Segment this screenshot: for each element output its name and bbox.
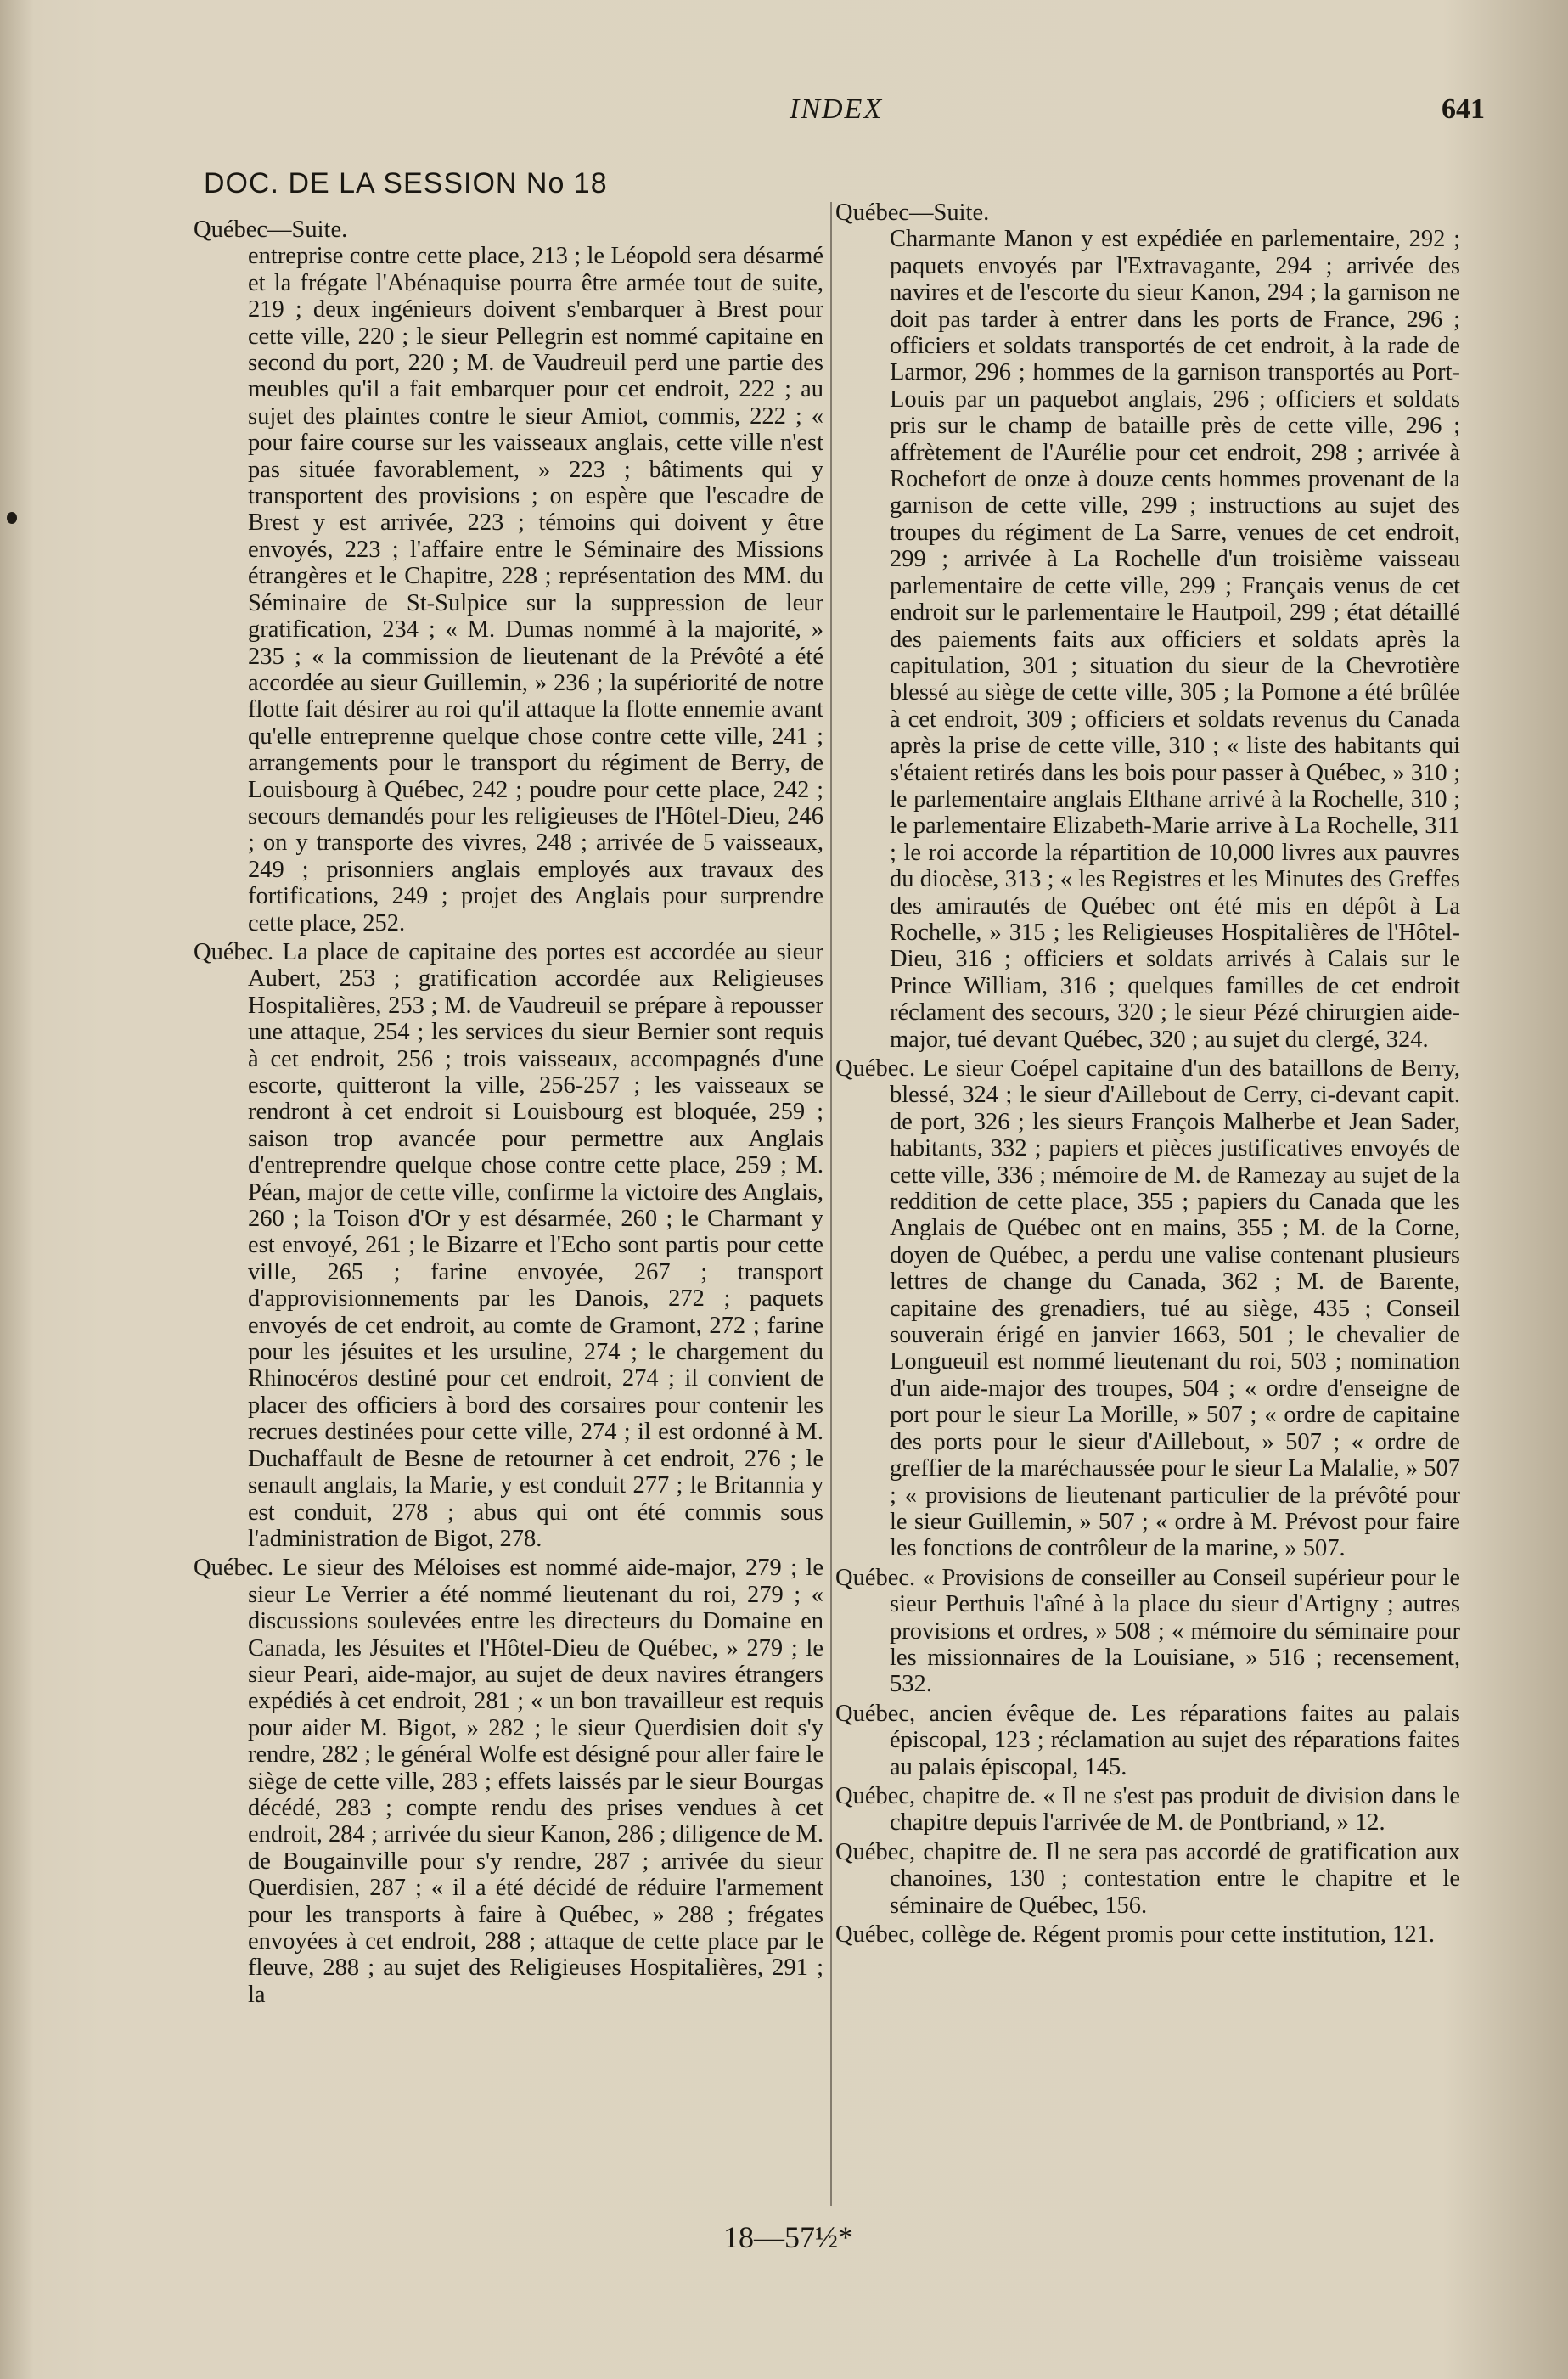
running-head: INDEX bbox=[790, 93, 884, 125]
index-entry: Québec, ancien évêque de. Les réparations faites au palais épiscopal, 123 ; réclamation au sujet des réparations faites au palais épiscopal, 145. bbox=[835, 1700, 1460, 1780]
printer-signature: 18—57½* bbox=[723, 2220, 853, 2254]
index-entry: Québec. Le sieur des Méloises est nommé aide-major, 279 ; le sieur Le Verrier a été nommé lieutenant du roi, 279 ; « discussions soulevées entre les directeurs du Domaine en Canada, les Jésuites et l'Hôtel-Dieu de Québec, » 279 ; le sieur Peari, aide-major, au sujet de deux navires étrangers expédiés à cet endroit, 281 ; « un bon travailleur est requis pour aider M. Bigot, » 282 ; le sieur Querdisien doit s'y rendre, 282 ; le général Wolfe est désigné pour aller faire le siège de cette ville, 283 ; effets laissés par le sieur Bourgas décédé, 283 ; compte rendu des prises vendues à cet endroit, 284 ; arrivée du sieur Kanon, 286 ; diligence de M. de Bougainville pour s'y rendre, 287 ; arrivée du sieur Querdisien, 287 ; « il a été décidé de réduire l'armement pour les transports à faire à Québec, » 288 ; frégates envoyées à cet endroit, 288 ; attaque de cette place par le fleuve, 288 ; au sujet des Religieuses Hospitalières, 291 ; la bbox=[194, 1555, 823, 2008]
index-entry: Québec. Le sieur Coépel capitaine d'un des bataillons de Berry, blessé, 324 ; le sieur d'Aillebout de Cerry, ci-devant capit. de port, 326 ; les sieurs François Malherbe et Jean Sader, habitants, 332 ; papiers et pièces justificatives envoyés de cette ville, 336 ; mémoire de M. de Ramezay au sujet de la reddition de cette place, 355 ; papiers du Canada que les Anglais de Québec ont en mains, 355 ; M. de la Corne, doyen de Québec, a perdu une valise contenant plusieurs lettres de change du Canada, 362 ; M. de Barente, capitaine des grenadiers, tué au siège, 435 ; Conseil souverain érigé en janvier 1663, 501 ; le chevalier de Longueuil est nommé lieutenant du roi, 503 ; nomination d'un aide-major des troupes, 504 ; « ordre d'enseigne de port pour le sieur La Morille, » 507 ; « ordre de capitaine des ports pour le sieur d'Aillebout, » 507 ; « ordre de greffier de la maréchaussée pour le sieur La Malalie, » 507 ; « provisions de lieutenant particulier de la prévôté pour le sieur Guillemin, » 507 ; « ordre à M. Prévost pour faire les fonctions de contrôleur de la marine, » 507. bbox=[835, 1055, 1460, 1562]
column-divider bbox=[830, 202, 832, 2206]
index-entry: Québec, chapitre de. Il ne sera pas accordé de gratification aux chanoines, 130 ; contestation entre le chapitre et le séminaire de Québec, 156. bbox=[835, 1838, 1460, 1919]
index-entry: Charmante Manon y est expédiée en parlementaire, 292 ; paquets envoyés par l'Extravagante, 294 ; arrivée des navires et de l'escorte du sieur Kanon, 294 ; la garnison ne doit pas tarder à entrer dans les ports de France, 296 ; officiers et soldats transportés de cet endroit, à la rade de Larmor, 296 ; hommes de la garnison transportés au Port-Louis par un paquebot anglais, 296 ; officiers et soldats pris sur le champ de bataille près de cette ville, 296 ; affrètement de l'Aurélie pour cet endroit, 298 ; arrivée à Rochefort de onze à douze cents hommes provenant de la garnison de cette ville, 299 ; instructions au sujet des troupes du régiment de La Sarre, venues de cet endroit, 299 ; arrivée à La Rochelle d'un troisième vaisseau parlementaire de cette ville, 299 ; Français venus de cet endroit sur le parlementaire le Hautpoil, 299 ; état détaillé des paiements faits aux officiers et soldats après la capitulation, 301 ; situation du sieur de la Chevrotière blessé au siège de cette ville, 305 ; la Pomone a été brûlée à cet endroit, 309 ; officiers et soldats revenus du Canada après la prise de cette ville, 310 ; « liste des habitants qui s'étaient retirés dans les bois pour passer à Québec, » 310 ; le parlementaire anglais Elthane arrivé à la Rochelle, 310 ; le parlementaire Elizabeth-Marie arrive à La Rochelle, 311 ; le roi accorde la répartition de 10,000 livres aux pauvres du diocèse, 313 ; « les Registres et les Minutes des Greffes des amirautés de Québec ont été mis en dépôt à La Rochelle, » 315 ; les Religieuses Hospitalières de l'Hôtel-Dieu, 316 ; officiers et soldats arrivés à Calais sur le Prince William, 316 ; quelques familles de cet endroit réclament des secours, 320 ; le sieur Pézé chirurgien aide-major, tué devant Québec, 320 ; au sujet du clergé, 324. bbox=[890, 226, 1460, 1053]
ink-spot bbox=[7, 512, 17, 524]
left-column bbox=[194, 217, 823, 2011]
continuation-heading: Québec—Suite. bbox=[194, 217, 348, 243]
page-number: 641 bbox=[1442, 93, 1485, 125]
right-column bbox=[835, 200, 1460, 1950]
index-entry: Québec. « Provisions de conseiller au Conseil supérieur pour le sieur Perthuis l'aîné à la place du sieur d'Artigny ; autres provisions et ordres, » 508 ; « mémoire du séminaire pour les missionnaires de la Louisiane, » 516 ; recensement, 532. bbox=[835, 1564, 1460, 1698]
continuation-heading: Québec—Suite. bbox=[835, 200, 990, 226]
index-entry: entreprise contre cette place, 213 ; le Léopold sera désarmé et la frégate l'Abénaquise pourra être armée tout de suite, 219 ; deux ingénieurs doivent s'embarquer à Brest pour cette ville, 220 ; le sieur Pellegrin est nommé capitaine en second du port, 220 ; M. de Vaudreuil perd une partie des meubles qu'il a fait embarquer pour cet endroit, 222 ; au sujet des plaintes contre le sieur Amiot, commis, 222 ; « pour faire course sur les vaisseaux anglais, cette ville n'est pas située favorablement, » 223 ; bâtiments qui y transportent des provisions ; on espère que l'escadre de Brest y est arrivée, 223 ; témoins qui doivent y être envoyés, 223 ; l'affaire entre le Séminaire des Missions étrangères et le Chapitre, 228 ; représentation des MM. du Séminaire de St-Sulpice sur la suppression de leur gratification, 234 ; « M. Dumas nommé à la majorité, » 235 ; « la commission de lieutenant de la Prévôté a été accordée au sieur Guillemin, » 236 ; la supériorité de notre flotte fait désirer au roi qu'il attaque la flotte ennemie avant qu'elle entreprenne quelque chose contre cette ville, 241 ; arrangements pour le transport du régiment de Berry, de Louisbourg à Québec, 242 ; poudre pour cette place, 242 ; secours demandés pour les religieuses de l'Hôtel-Dieu, 246 ; on y transporte des vivres, 248 ; arrivée de 5 vaisseaux, 249 ; prisonniers anglais employés aux travaux des fortifications, 249 ; projet des Anglais pour surprendre cette place, 252. bbox=[248, 243, 823, 936]
index-entry: Québec, chapitre de. « Il ne s'est pas produit de division dans le chapitre depuis l'arrivée de M. de Pontbriand, » 12. bbox=[835, 1782, 1460, 1836]
session-title: DOC. DE LA SESSION No 18 bbox=[204, 167, 608, 200]
index-entry: Québec. La place de capitaine des portes est accordée au sieur Aubert, 253 ; gratification accordée aux Religieuses Hospitalières, 253 ; M. de Vaudreuil se prépare à repousser une attaque, 254 ; les services du sieur Bernier sont requis à cet endroit, 256 ; trois vaisseaux, accompagnés d'une escorte, quitteront la ville, 256-257 ; les vaisseaux se rendront à cet endroit si Louisbourg est bloquée, 259 ; saison trop avancée pour permettre aux Anglais d'entreprendre quelque chose contre cette place, 259 ; M. Péan, major de cette ville, confirme la victoire des Anglais, 260 ; la Toison d'Or y est désarmée, 260 ; le Charmant y est envoyé, 261 ; le Bizarre et l'Echo sont partis pour cette ville, 265 ; farine envoyée, 267 ; transport d'approvisionnements par les Danois, 272 ; paquets envoyés de cet endroit, au comte de Gramont, 272 ; farine pour les jésuites et les ursuline, 274 ; le chargement du Rhinocéros destiné pour cet endroit, 274 ; il convient de placer des officiers à bord des corsaires pour contenir les recrues destinées pour cette ville, 274 ; il est ordonné à M. Duchaffault de Besne de retourner à cet endroit, 276 ; le senault anglais, la Marie, y est conduit 277 ; le Britannia y est conduit, 278 ; abus qui ont été commis sous l'administration de Bigot, 278. bbox=[194, 938, 823, 1552]
index-entry: Québec, collège de. Régent promis pour cette institution, 121. bbox=[835, 1921, 1435, 1948]
